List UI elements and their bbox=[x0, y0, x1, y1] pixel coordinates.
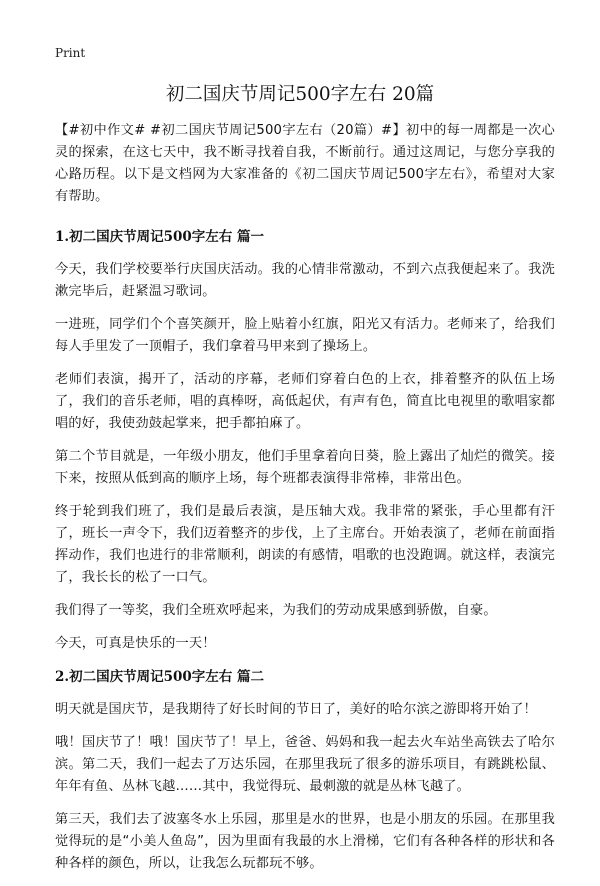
paragraph: 第三天，我们去了波塞冬水上乐园，那里是水的世界，也是小朋友的乐园。在那里我觉得玩的是“小美人鱼岛”，因为里面有我最的水上滑梯，它们有各种各样的形状和各种各样的颜色，所以，让我怎么玩都玩不够。 bbox=[55, 812, 555, 871]
paragraph: 一进班，同学们个个喜笑颜开，脸上贴着小红旗，阳光又有活力。老师来了，给我们每人手里发了一顶帽子，我们拿着马甲来到了操场上。 bbox=[55, 317, 555, 354]
paragraph: 明天就是国庆节，是我期待了好长时间的节日了，美好的哈尔滨之游即将开始了！ bbox=[55, 702, 537, 717]
paragraph: 我们得了一等奖，我们全班欢呼起来，为我们的劳动成果感到骄傲，自豪。 bbox=[55, 603, 497, 618]
section-heading: 2.初二国庆节周记500字左右 篇二 bbox=[55, 669, 264, 685]
document-body bbox=[55, 120, 555, 886]
intro-paragraph: 【#初中作文# #初二国庆节周记500字左右（20篇）#】初中的每一周都是一次心灵的探索，在这七天中，我不断寻找着自我，不断前行。通过这周记，与您分享我的心路历程。以下是文档网为大家准备的《初二国庆节周记500字左右》，希望对大家有帮助。 bbox=[55, 123, 555, 204]
section-heading: 1.初二国庆节周记500字左右 篇一 bbox=[55, 229, 264, 245]
paragraph: 今天，我们学校要举行庆国庆活动。我的心情非常激动，不到六点我便起来了。我洗漱完毕后，赶紧温习歌词。 bbox=[55, 262, 555, 299]
section-1 bbox=[55, 226, 555, 655]
paragraph: 今天，可真是快乐的一天！ bbox=[55, 636, 216, 651]
section-2 bbox=[55, 666, 555, 875]
paragraph: 第二个节目就是，一年级小朋友，他们手里拿着向日葵，脸上露出了灿烂的微笑。接下来，按照从低到高的顺序上场，每个班都表演得非常棒，非常出色。 bbox=[55, 449, 555, 486]
paragraph: 终于轮到我们班了，我们是最后表演，是压轴大戏。我非常的紧张，手心里都有汗了，班长一声令下，我们迈着整齐的步伐，上了主席台。开始表演了，老师在前面指挥动作，我们也进行的非常顺利，朗读的有感情，唱歌的也没跑调。就这样，表演完了，我长长的松了一口气。 bbox=[55, 504, 555, 585]
print-link[interactable]: Print bbox=[55, 46, 86, 60]
paragraph: 哦！国庆节了！哦！国庆节了！早上，爸爸、妈妈和我一起去火车站坐高铁去了哈尔滨。第二天，我们一起去了万达乐园，在那里我玩了很多的游乐项目，有跳跳松鼠、年年有鱼、丛林飞越……其中，我觉得玩、最刺激的就是丛林飞越了。 bbox=[55, 735, 555, 794]
paragraph: 老师们表演，揭开了，活动的序幕，老师们穿着白色的上衣，排着整齐的队伍上场了，我们的音乐老师，唱的真棒呀，高低起伏，有声有色，简直比电视里的歌唱家都唱的好，我使劲鼓起掌来，把手都拍麻了。 bbox=[55, 372, 555, 431]
document-title: 初二国庆节周记500字左右 20篇 bbox=[165, 84, 435, 105]
